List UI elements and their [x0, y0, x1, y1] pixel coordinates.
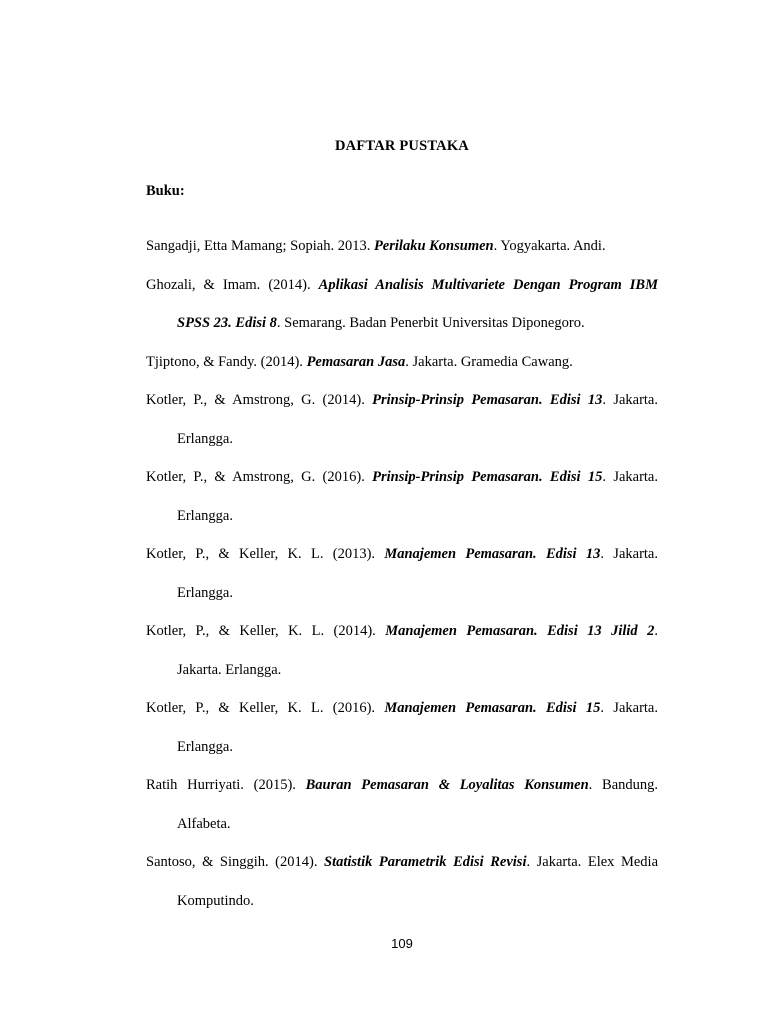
reference-list	[146, 227, 658, 920]
reference-book-title: Perilaku Konsumen	[373, 238, 494, 254]
reference-item: Kotler, P., & Amstrong, G. (2014). Prinsip-Prinsip Pemasaran. Edisi 13. Jakarta. Erlangga.	[146, 392, 658, 447]
reference-book-title: Manajemen Pemasaran. Edisi 13 Jilid 2	[385, 623, 655, 639]
reference-book-title: Manajemen Pemasaran. Edisi 15	[384, 700, 601, 716]
reference-book-title: SPSS 23. Edisi 8	[177, 315, 277, 331]
reference-item: Sangadji, Etta Mamang; Sopiah. 2013. Perilaku Konsumen. Yogyakarta. Andi.	[146, 238, 606, 254]
reference-item: Ratih Hurriyati. (2015). Bauran Pemasaran & Loyalitas Konsumen. Bandung. Alfabeta.	[146, 777, 658, 832]
reference-item: Tjiptono, & Fandy. (2014). Pemasaran Jasa. Jakarta. Gramedia Cawang.	[146, 353, 573, 370]
reference-item: Kotler, P., & Amstrong, G. (2016). Prinsip-Prinsip Pemasaran. Edisi 15. Jakarta. Erlangga.	[146, 469, 658, 524]
reference-book-title: Statistik Parametrik Edisi Revisi	[324, 854, 527, 870]
reference-book-title: Manajemen Pemasaran. Edisi 13	[384, 546, 601, 562]
reference-item: Kotler, P., & Keller, K. L. (2014). Manajemen Pemasaran. Edisi 13 Jilid 2. Jakarta. Erlangga.	[146, 623, 658, 678]
reference-book-title: Aplikasi Analisis Multivariete Dengan Program IBM	[318, 276, 658, 293]
reference-item: Kotler, P., & Keller, K. L. (2016). Manajemen Pemasaran. Edisi 15. Jakarta. Erlangga.	[146, 700, 658, 755]
page-title: DAFTAR PUSTAKA	[335, 138, 469, 154]
page-number: 109	[391, 936, 413, 951]
reference-book-title: Bauran Pemasaran & Loyalitas Konsumen	[305, 777, 589, 793]
reference-item: Kotler, P., & Keller, K. L. (2013). Manajemen Pemasaran. Edisi 13. Jakarta. Erlangga.	[146, 546, 658, 601]
reference-book-title: Prinsip-Prinsip Pemasaran. Edisi 15	[372, 469, 603, 485]
reference-book-title: Prinsip-Prinsip Pemasaran. Edisi 13	[372, 392, 603, 408]
section-heading: Buku:	[146, 183, 185, 199]
reference-item: Ghozali, & Imam. (2014). Aplikasi Analisis Multivariete Dengan Program IBM SPSS 23. Edisi 8. Semarang. Badan Penerbit Universitas Diponegoro.	[146, 276, 658, 331]
reference-book-title: Pemasaran Jasa	[306, 353, 406, 370]
reference-item: Santoso, & Singgih. (2014). Statistik Parametrik Edisi Revisi. Jakarta. Elex Media Komputindo.	[146, 854, 658, 909]
